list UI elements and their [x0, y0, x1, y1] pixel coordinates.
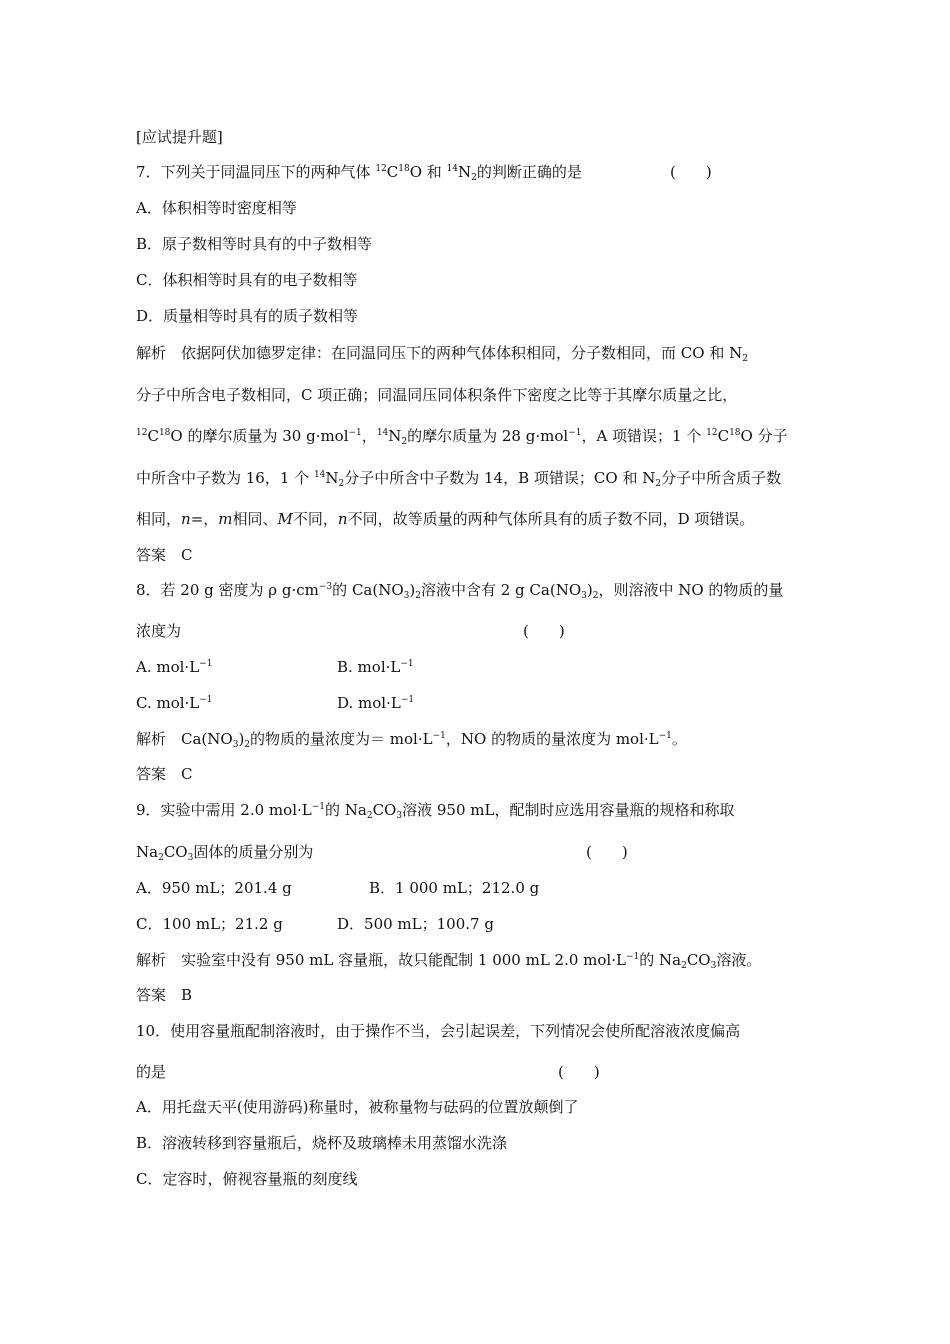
question-7-option-a: A．体积相等时密度相等	[136, 199, 297, 217]
question-9-option-a: A．950 mL；201.4 g	[136, 879, 292, 897]
question-7-analysis-line-5: 相同，n=，m相同、M不同，n不同，故等质量的两种气体所具有的质子数不同，D 项错误。	[136, 510, 755, 528]
question-9-option-c: C．100 mL；21.2 g	[136, 915, 283, 933]
question-7-stem: 7．下列关于同温同压下的两种气体 $^{12}C^{18}O$ 和 $^{14}N_2$的判断正确的是	[136, 163, 582, 183]
question-7-option-d: D．质量相等时具有的质子数相等	[136, 307, 359, 325]
question-10-option-c: C．定容时，俯视容量瓶的刻度线	[136, 1170, 358, 1188]
question-10-option-b: B．溶液转移到容量瓶后，烧杯及玻璃棒未用蒸馏水洗涤	[136, 1134, 508, 1152]
question-10-blank: ( )	[558, 1063, 600, 1081]
question-10-option-a: A．用托盘天平(使用游码)称量时，被称量物与砝码的位置放颠倒了	[136, 1098, 579, 1116]
section-heading: [应试提升题]	[136, 128, 223, 146]
question-9-stem-2: $Na_2CO_3$固体的质量分别为	[136, 843, 314, 863]
question-7-analysis-line-1: 解析 依据阿伏加德罗定律：在同温同压下的两种气体体积相同，分子数相同，而 CO 和 $N_2$	[136, 344, 748, 364]
question-9-analysis: 解析 实验室中没有 950 mL 容量瓶，故只能配制 1 000 mL 2.0 $mol\cdot L^{-1}$的 $Na_2CO_3$溶液。	[136, 951, 762, 971]
question-7-option-c: C．体积相等时具有的电子数相等	[136, 271, 358, 289]
question-7-analysis-line-4: 中所含中子数为 16，1 个 $^{14}N_2$分子中所含中子数为 14，B 项错误；CO 和 $N_2$分子中所含质子数	[136, 469, 782, 489]
question-8-stem: 8．若 20 g 密度为 ρ $g\cdot cm^{-3}$的 $Ca(NO_3)_2$溶液中含有 2 g $Ca(NO_3)_2$，则溶液中 NO 的物质的量	[136, 581, 784, 601]
question-7-blank: ( )	[670, 163, 712, 181]
question-7-analysis-line-2: 分子中所含电子数相同，C 项正确；同温同压同体积条件下密度之比等于其摩尔质量之比，	[136, 386, 738, 404]
question-8-blank: ( )	[523, 622, 565, 640]
question-8-option-b: B. $mol\cdot L^{-1}$	[337, 658, 414, 676]
question-8-option-a: A. $mol\cdot L^{-1}$	[136, 658, 213, 676]
question-8-analysis: 解析 $Ca(NO_3)_2$的物质的量浓度为＝ $mol\cdot L^{-1}$，NO 的物质的量浓度为 $mol\cdot L^{-1}$。	[136, 730, 687, 750]
question-8-answer: 答案 C	[136, 765, 193, 783]
question-9-stem: 9．实验中需用 2.0 $mol\cdot L^{-1}$的 $Na_2CO_3$溶液 950 mL，配制时应选用容量瓶的规格和称取	[136, 801, 735, 821]
question-7-option-b: B．原子数相等时具有的中子数相等	[136, 235, 373, 253]
question-9-option-d: D．500 mL；100.7 g	[337, 915, 494, 933]
question-9-answer: 答案 B	[136, 986, 193, 1004]
question-10-stem-2: 的是	[136, 1063, 167, 1081]
question-9-blank: ( )	[586, 843, 628, 861]
question-9-option-b: B．1 000 mL；212.0 g	[369, 879, 540, 897]
question-8-stem-2: 浓度为	[136, 622, 182, 640]
question-8-option-d: D. $mol\cdot L^{-1}$	[337, 694, 415, 712]
question-7-analysis-line-3: $^{12}C^{18}O$ 的摩尔质量为 30 g·mol$^{-1}$，$^{14}N_2$的摩尔质量为 28 g·mol$^{-1}$，A 项错误；1 个 $^{12}C^{18}O$ 分子	[136, 427, 788, 447]
question-7-answer: 答案 C	[136, 546, 193, 564]
question-10-stem: 10．使用容量瓶配制溶液时，由于操作不当，会引起误差，下列情况会使所配溶液浓度偏高	[136, 1022, 741, 1040]
question-8-option-c: C. $mol\cdot L^{-1}$	[136, 694, 213, 712]
